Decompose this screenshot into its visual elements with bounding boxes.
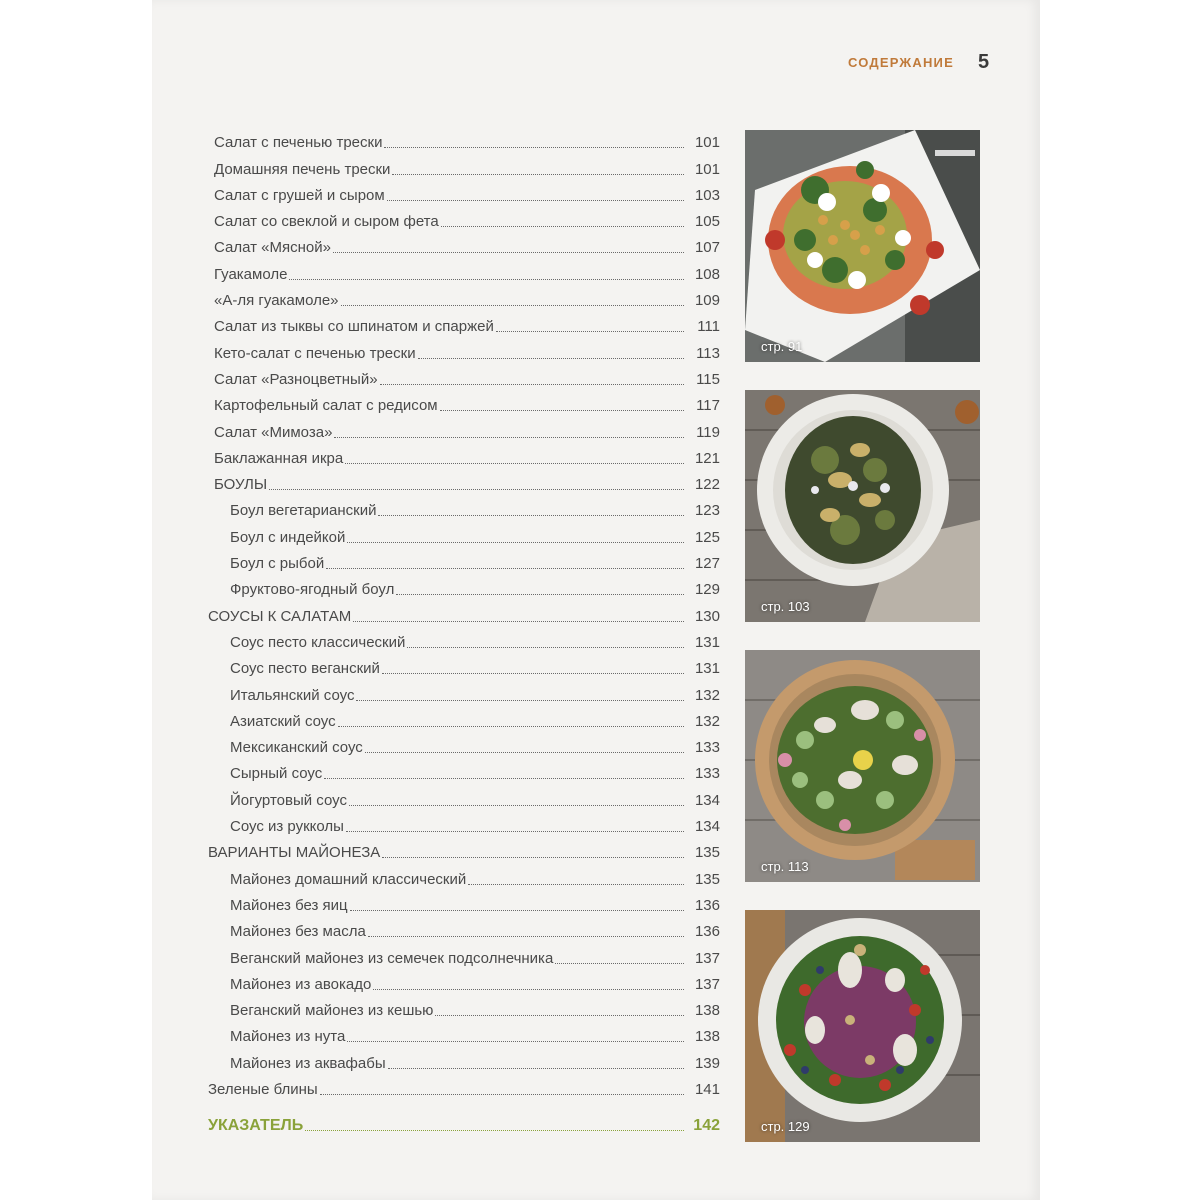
toc-entry-title: Салат из тыквы со шпинатом и спаржей — [214, 318, 494, 336]
toc-entry-title: ВАРИАНТЫ МАЙОНЕЗА — [208, 844, 381, 862]
toc-entry — [200, 678, 720, 704]
toc-entry-page: 105 — [694, 213, 720, 231]
toc-entry-title: Майонез без масла — [230, 923, 366, 941]
toc-entry — [200, 1020, 720, 1046]
index-entry-title: УКАЗАТЕЛЬ — [208, 1117, 304, 1135]
toc-entry — [200, 126, 720, 152]
toc-entry — [200, 1073, 720, 1099]
toc-entry-page: 135 — [694, 870, 720, 888]
dot-leader — [380, 384, 684, 385]
dot-leader — [440, 410, 684, 411]
dot-leader — [373, 989, 684, 990]
dot-leader — [347, 542, 684, 543]
dot-leader — [407, 647, 684, 648]
toc-entry — [200, 152, 720, 178]
toc-entry-title: Боул вегетарианский — [230, 502, 377, 520]
toc-entry-page: 137 — [694, 949, 720, 967]
dot-leader — [347, 1041, 684, 1042]
dot-leader — [356, 700, 684, 701]
toc-entry-title: Боул с рыбой — [230, 555, 325, 573]
toc-entry-title: Салат «Мимоза» — [214, 423, 333, 441]
toc-entry — [200, 442, 720, 468]
toc-entry-title: Майонез домашний классический — [230, 870, 467, 888]
toc-entry-title: Гуакамоле — [214, 265, 288, 283]
toc-entry-page: 121 — [694, 449, 720, 467]
toc-entry-title: Майонез из аквафабы — [230, 1054, 386, 1072]
toc-entry-page: 134 — [694, 791, 720, 809]
toc-entry-page: 131 — [694, 660, 720, 678]
toc-entry-page: 131 — [694, 633, 720, 651]
table-of-contents — [200, 126, 720, 1135]
toc-entry — [200, 731, 720, 757]
toc-entry — [200, 284, 720, 310]
toc-entry-page: 135 — [694, 844, 720, 862]
toc-entry-page: 119 — [696, 423, 720, 441]
photo-caption: стр. 129 — [761, 1119, 810, 1134]
photo-caption: стр. 91 — [761, 339, 803, 354]
toc-entry — [200, 652, 720, 678]
toc-entry-title: Веганский майонез из кешью — [230, 1002, 434, 1020]
toc-entry-page: 101 — [694, 160, 720, 178]
toc-entry-title: Йогуртовый соус — [230, 791, 347, 809]
toc-entry — [200, 179, 720, 205]
dot-leader — [326, 568, 684, 569]
toc-entry-page: 139 — [694, 1054, 720, 1072]
toc-entry-title: Майонез из авокадо — [230, 975, 372, 993]
toc-entry-title: Азиатский соус — [230, 712, 336, 730]
toc-entry — [200, 231, 720, 257]
toc-entry-page: 111 — [697, 318, 720, 336]
dot-leader — [418, 358, 684, 359]
dot-leader — [341, 305, 684, 306]
toc-entry — [200, 336, 720, 362]
toc-entry-page: 133 — [694, 739, 720, 757]
toc-entry-title: Домашняя печень трески — [214, 160, 391, 178]
dot-leader — [345, 463, 684, 464]
toc-entry — [200, 547, 720, 573]
dot-leader — [382, 857, 684, 858]
dot-leader — [382, 673, 684, 674]
toc-entry-title: Фруктово-ягодный боул — [230, 581, 395, 599]
toc-entry-title: Кето-салат с печенью трески — [214, 344, 416, 362]
toc-entry-page: 130 — [694, 607, 720, 625]
page-number: 5 — [977, 50, 990, 73]
toc-entry-title: Салат со свеклой и сыром фета — [214, 213, 439, 231]
running-head — [848, 52, 989, 72]
toc-entry-title: Салат с печенью трески — [214, 134, 383, 152]
toc-entry-title: Веганский майонез из семечек подсолнечника — [230, 949, 554, 967]
toc-entry-title: Майонез из нута — [230, 1028, 346, 1046]
toc-entry-page: 129 — [694, 581, 720, 599]
toc-entry-page: 109 — [694, 292, 720, 310]
dot-leader — [289, 279, 684, 280]
toc-entry — [200, 389, 720, 415]
toc-entry — [200, 941, 720, 967]
toc-entry-page: 138 — [694, 1028, 720, 1046]
dot-leader — [334, 437, 684, 438]
toc-entry — [200, 810, 720, 836]
toc-entry-page: 127 — [694, 555, 720, 573]
toc-entry-page: 108 — [694, 265, 720, 283]
salad-photo-image — [745, 390, 980, 622]
toc-entry-title: Соус песто веганский — [230, 660, 380, 678]
toc-entry — [200, 494, 720, 520]
dot-leader — [435, 1015, 684, 1016]
photo-caption: стр. 113 — [761, 859, 809, 874]
dot-leader — [365, 752, 684, 753]
toc-entry-title: Соус песто классический — [230, 633, 406, 651]
toc-entry-title: Боул с индейкой — [230, 528, 346, 546]
photo-caption: стр. 103 — [761, 599, 810, 614]
toc-entry — [200, 520, 720, 546]
salad-photo-image — [745, 130, 980, 362]
dot-leader — [269, 489, 684, 490]
toc-entry-title: БОУЛЫ — [214, 476, 268, 494]
toc-entry-page: 138 — [694, 1002, 720, 1020]
dot-leader — [392, 174, 684, 175]
dot-leader — [324, 778, 684, 779]
toc-entry — [200, 862, 720, 888]
index-entry-page: 142 — [693, 1117, 720, 1135]
toc-entry — [200, 968, 720, 994]
toc-entry-title: Баклажанная икра — [214, 449, 344, 467]
toc-entry-page: 141 — [694, 1080, 720, 1098]
toc-entry — [200, 415, 720, 441]
toc-entry-page: 101 — [694, 134, 720, 152]
toc-entry-title: Сырный соус — [230, 765, 323, 783]
dot-leader — [353, 621, 684, 622]
dot-leader — [346, 831, 684, 832]
toc-entry-page: 132 — [694, 712, 720, 730]
toc-entry — [200, 783, 720, 809]
toc-entry — [200, 310, 720, 336]
toc-entry-title: Салат «Мясной» — [214, 239, 331, 257]
dot-leader — [350, 910, 684, 911]
toc-entry-page: 136 — [694, 896, 720, 914]
toc-entry — [200, 363, 720, 389]
dot-leader — [333, 252, 684, 253]
toc-entry — [200, 705, 720, 731]
dot-leader — [384, 147, 684, 148]
dot-leader — [320, 1094, 684, 1095]
toc-entry — [200, 205, 720, 231]
section-label: СОДЕРЖАНИЕ — [848, 54, 954, 70]
toc-entry — [200, 626, 720, 652]
toc-entry-page: 122 — [694, 476, 720, 494]
toc-entry-page: 134 — [694, 818, 720, 836]
toc-entry-title: Картофельный салат с редисом — [214, 397, 438, 415]
bowl-photo-image — [745, 910, 980, 1142]
toc-entry-title: Майонез без яиц — [230, 896, 348, 914]
photo-salad-page-91 — [745, 130, 980, 362]
toc-entry-title: Мексиканский соус — [230, 739, 363, 757]
toc-entry-page: 103 — [694, 186, 720, 204]
dot-leader — [555, 963, 684, 964]
toc-entry-page: 132 — [694, 686, 720, 704]
toc-entry — [200, 1046, 720, 1072]
photo-salad-page-113 — [745, 650, 980, 882]
toc-entry-page: 125 — [694, 528, 720, 546]
toc-entry-page: 123 — [694, 502, 720, 520]
toc-entry-page: 113 — [696, 344, 720, 362]
dot-leader — [496, 331, 684, 332]
toc-entry-title: Итальянский соус — [230, 686, 355, 704]
toc-entry-page: 133 — [694, 765, 720, 783]
photo-bowl-page-129 — [745, 910, 980, 1142]
dot-leader — [368, 936, 684, 937]
salad-photo-image — [745, 650, 980, 882]
toc-entry — [200, 836, 720, 862]
dot-leader — [387, 200, 684, 201]
photo-salad-page-103 — [745, 390, 980, 622]
index-entry — [200, 1109, 720, 1135]
dot-leader — [396, 594, 684, 595]
toc-entry-page: 117 — [696, 397, 720, 415]
toc-entry — [200, 599, 720, 625]
toc-entry-title: Салат «Разноцветный» — [214, 370, 378, 388]
toc-entry-page: 115 — [696, 370, 720, 388]
dot-leader — [305, 1130, 684, 1131]
toc-entry — [200, 757, 720, 783]
toc-entry — [200, 257, 720, 283]
dot-leader — [349, 805, 684, 806]
toc-entry-page: 136 — [694, 923, 720, 941]
toc-entry-title: Салат с грушей и сыром — [214, 186, 385, 204]
toc-entry-page: 107 — [694, 239, 720, 257]
toc-entry — [200, 468, 720, 494]
toc-entry-title: Зеленые блины — [208, 1080, 318, 1098]
toc-entry-title: «А-ля гуакамоле» — [214, 292, 339, 310]
dot-leader — [338, 726, 684, 727]
toc-entry-title: Соус из рукколы — [230, 818, 344, 836]
toc-entry-title: СОУСЫ К САЛАТАМ — [208, 607, 352, 625]
dot-leader — [378, 515, 684, 516]
toc-entry — [200, 994, 720, 1020]
dot-leader — [388, 1068, 684, 1069]
toc-entry — [200, 915, 720, 941]
toc-entry-page: 137 — [694, 975, 720, 993]
toc-entry — [200, 889, 720, 915]
dot-leader — [441, 226, 684, 227]
toc-entry — [200, 573, 720, 599]
dot-leader — [468, 884, 684, 885]
